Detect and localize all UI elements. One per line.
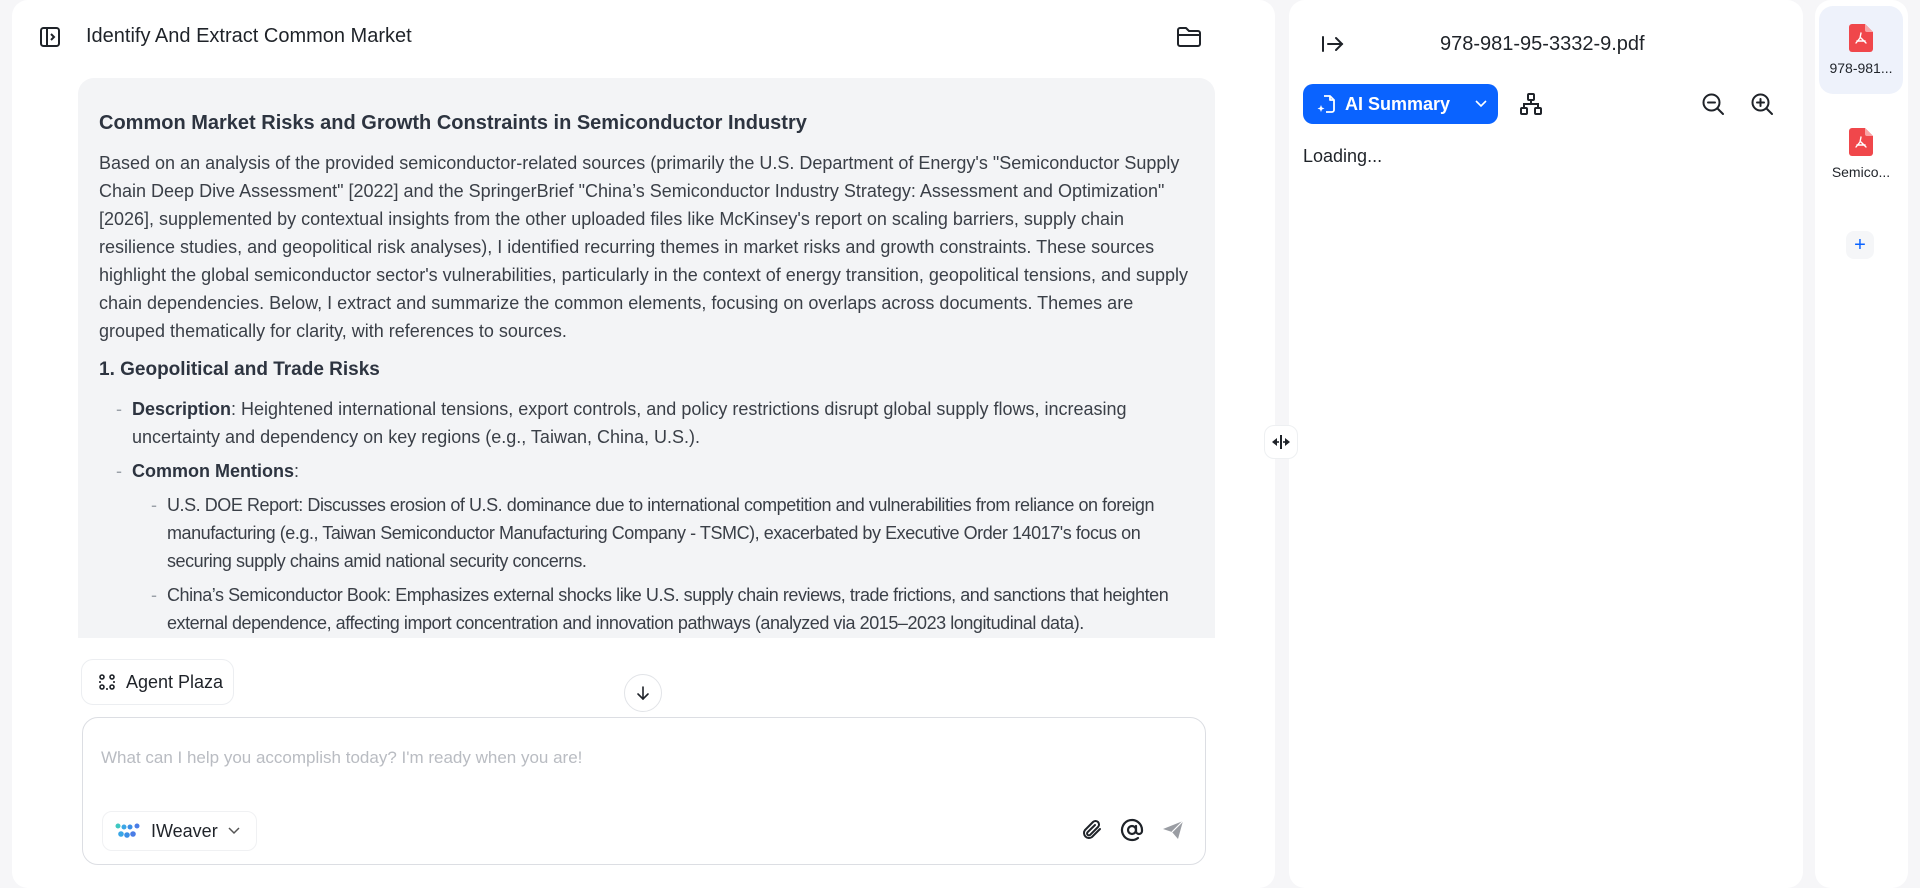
assistant-message — [78, 78, 1215, 638]
chevron-down-icon — [228, 827, 240, 835]
at-sign-icon — [1120, 818, 1144, 842]
zoom-out-icon — [1701, 92, 1725, 116]
folder-button[interactable] — [1174, 22, 1204, 52]
bullet-dash: - — [116, 461, 122, 481]
resize-horizontal-icon — [1271, 434, 1291, 450]
ai-summary-icon — [1317, 94, 1337, 114]
folder-icon — [1176, 26, 1202, 48]
message-input[interactable] — [101, 748, 1181, 778]
mind-map-button[interactable] — [1516, 89, 1546, 119]
iweaver-logo-icon — [115, 822, 141, 840]
file-name: Semico... — [1831, 164, 1891, 180]
sitemap-icon — [1519, 92, 1543, 116]
common-mentions-item — [99, 457, 1195, 485]
send-icon — [1161, 818, 1185, 842]
scroll-to-bottom-button[interactable] — [624, 674, 662, 712]
chevron-down-icon — [1475, 100, 1487, 108]
ai-summary-button[interactable] — [1303, 84, 1498, 124]
message-title: Common Market Risks and Growth Constraints in Semiconductor Industry — [99, 112, 807, 134]
agent-plaza-button[interactable] — [81, 659, 234, 705]
mentions-label: Common Mentions — [132, 461, 294, 481]
chat-panel — [12, 0, 1275, 888]
mention-text: U.S. DOE Report: Discusses erosion of U.S. dominance due to international competition and vulnerabilities from reliance on foreign manufacturing (e.g., Taiwan Semiconductor Manufacturing Company - TSMC), exacerbated by Executive Order 14017's focus on securing supply chains amid national security concerns. — [167, 495, 1155, 571]
send-button[interactable] — [1158, 815, 1188, 845]
arrow-down-icon — [636, 685, 650, 701]
pdf-file-icon — [1849, 24, 1873, 52]
description-text: : Heightened international tensions, export controls, and policy restrictions disrupt global supply flows, increasing uncertainty and dependency on key regions (e.g., Taiwan, China, U.S.). — [132, 399, 1127, 447]
file-item[interactable] — [1819, 6, 1903, 94]
ai-summary-main[interactable] — [1303, 94, 1464, 115]
file-name: 978-981... — [1829, 60, 1893, 76]
paperclip-icon — [1080, 818, 1104, 842]
ai-summary-label: AI Summary — [1345, 93, 1451, 114]
sidebar-expand-icon — [39, 26, 61, 48]
model-selector[interactable] — [102, 811, 257, 851]
file-item[interactable] — [1819, 110, 1903, 198]
ai-summary-dropdown[interactable] — [1464, 100, 1498, 108]
mention-text: China’s Semiconductor Book: Emphasizes external shocks like U.S. supply chain reviews, trade frictions, and sanctions that heighten external dependence, affecting import concentration and innovation pathways (analyzed via 2015–2023 longitudinal data). — [167, 585, 1169, 633]
mention-item — [99, 581, 1195, 637]
section-heading: 1. Geopolitical and Trade Risks — [99, 359, 380, 380]
panel-resize-handle[interactable] — [1264, 425, 1298, 459]
zoom-in-icon — [1750, 92, 1774, 116]
message-intro: Based on an analysis of the provided semiconductor-related sources (primarily the U.S. Department of Energy's "Semiconductor Supply Chain Deep Dive Assessment" [2022] and the SpringerBrief "China’s Semiconductor Industry Strategy: Assessment and Optimization" [2026], supplemented by contextual insights from the other uploaded files like McKinsey's report on scaling barriers, supply chain resilience studies, and geopolitical risk analyses), I identified recurring themes in market risks and growth constraints. These sources highlight the global semiconductor sector's vulnerabilities, particularly in the context of energy transition, geopolitical tensions, and supply chain dependencies. Below, I extract and summarize the common elements, focusing on overlaps across documents. Themes are grouped thematically for clarity, with references to sources. — [99, 153, 1189, 341]
summary-loading-status: Loading... — [1303, 146, 1383, 166]
collapse-panel-button[interactable] — [1319, 30, 1347, 58]
mention-item — [99, 491, 1195, 575]
document-filename: 978-981-95-3332-9.pdf — [1440, 33, 1645, 55]
mention-button[interactable] — [1117, 815, 1147, 845]
composer — [82, 717, 1206, 865]
sidebar-toggle-button[interactable] — [36, 24, 64, 50]
add-file-button[interactable] — [1846, 231, 1874, 259]
model-name: IWeaver — [151, 820, 218, 841]
files-sidebar — [1815, 0, 1908, 888]
zoom-out-button[interactable] — [1698, 89, 1728, 119]
bullet-dash: - — [151, 585, 157, 605]
conversation-title: Identify And Extract Common Market — [86, 25, 412, 47]
zoom-in-button[interactable] — [1747, 89, 1777, 119]
mentions-colon: : — [294, 461, 300, 481]
agent-plaza-label: Agent Plaza — [126, 671, 224, 692]
description-label: Description — [132, 399, 232, 419]
description-item — [99, 395, 1195, 451]
bullet-dash: - — [151, 495, 157, 515]
chat-header — [12, 0, 1275, 74]
bullet-dash: - — [116, 399, 122, 419]
agent-plaza-icon — [98, 673, 116, 691]
document-panel — [1289, 0, 1803, 888]
pdf-file-icon — [1849, 128, 1873, 156]
arrow-right-to-bar-icon — [1321, 34, 1345, 54]
plus-icon: + — [1854, 233, 1866, 256]
attach-button[interactable] — [1077, 815, 1107, 845]
